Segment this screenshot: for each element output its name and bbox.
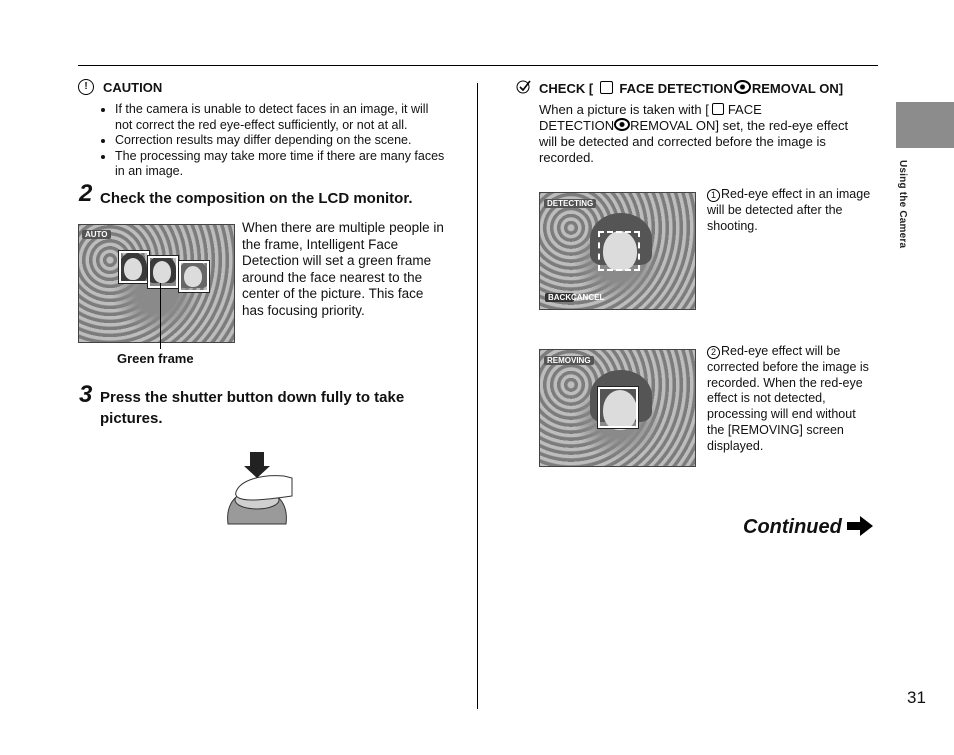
red-eye-icon xyxy=(614,118,630,131)
face-frame xyxy=(598,387,638,428)
step2-title: Check the composition on the LCD monitor. xyxy=(100,190,413,207)
face-frame xyxy=(179,261,209,292)
red-eye-icon xyxy=(734,80,751,94)
item2-text xyxy=(707,344,875,455)
check-title-mid: FACE DETECTION xyxy=(619,81,733,96)
face-detection-icon xyxy=(600,81,613,94)
step2-lcd-image xyxy=(78,224,235,343)
removing-lcd-image xyxy=(539,349,696,467)
caution-item: • If the camera is unable to detect faces in an image, it will not correct the red eye-effect sufficiently, or not at all. xyxy=(115,102,446,133)
arrow-right-icon xyxy=(847,516,873,542)
top-rule xyxy=(78,65,878,66)
check-body-face: FACE xyxy=(727,102,762,117)
face-detection-icon xyxy=(712,103,724,115)
green-frame-pointer xyxy=(160,283,161,349)
lcd-detecting-status: DETECTING xyxy=(544,199,596,208)
column-divider xyxy=(477,83,478,709)
check-body-mid: DETECTION xyxy=(539,118,615,133)
caution-list xyxy=(101,102,446,180)
face-frame xyxy=(119,251,149,283)
check-body xyxy=(539,102,869,166)
step3-title: Press the shutter button down fully to take pictures. xyxy=(100,389,405,427)
item1-desc: Red-eye effect in an image will be detected after the shooting. xyxy=(707,187,871,233)
item1-text xyxy=(707,187,877,234)
caution-item: • The processing may take more time if there are many faces in an image. xyxy=(115,149,446,180)
shutter-press-illustration xyxy=(222,448,294,526)
page-number: 31 xyxy=(907,688,926,707)
check-title-post: REMOVAL ON] xyxy=(751,81,844,96)
caution-item: • Correction results may differ depending on the scene. xyxy=(115,133,446,149)
item1-number: 1 xyxy=(707,189,720,202)
lcd-cancel-label: CANCEL xyxy=(571,293,605,302)
check-body-post: REMOVAL ON] set, the red-eye effect will be detected and corrected before the image is recorded. xyxy=(539,118,849,165)
item2-desc: Red-eye effect will be corrected before the image is recorded. When the red-eye effect is not detected, processing will end without the [REMOVING] screen displayed. xyxy=(707,344,869,453)
detecting-lcd-image xyxy=(539,192,696,310)
step3-number: 3 xyxy=(79,381,93,408)
caution-icon: ! xyxy=(78,79,94,95)
check-title-pre: CHECK [ xyxy=(539,81,594,96)
side-tab-label: Using the Camera xyxy=(897,160,908,249)
continued-label xyxy=(743,516,873,542)
check-icon xyxy=(516,79,532,95)
face-detect-frame xyxy=(598,231,640,271)
lcd-auto-badge: AUTO xyxy=(82,230,111,239)
lcd-back-badge: BACK xyxy=(545,293,574,302)
step2-body: When there are multiple people in the frame, Intelligent Face Detection will set a green frame around the face nearest to the center of the picture. This face has focusing priority. xyxy=(242,220,444,318)
check-body-pre: When a picture is taken with [ xyxy=(539,102,709,117)
face-frame-green xyxy=(148,256,178,288)
item2-number: 2 xyxy=(707,346,720,359)
check-title xyxy=(539,80,843,96)
lcd-removing-status: REMOVING xyxy=(544,356,594,365)
step2-number: 2 xyxy=(79,180,93,207)
caution-title: CAUTION xyxy=(103,80,163,95)
side-tab xyxy=(896,102,954,148)
green-frame-label: Green frame xyxy=(117,351,194,366)
continued-text: Continued xyxy=(743,516,842,538)
